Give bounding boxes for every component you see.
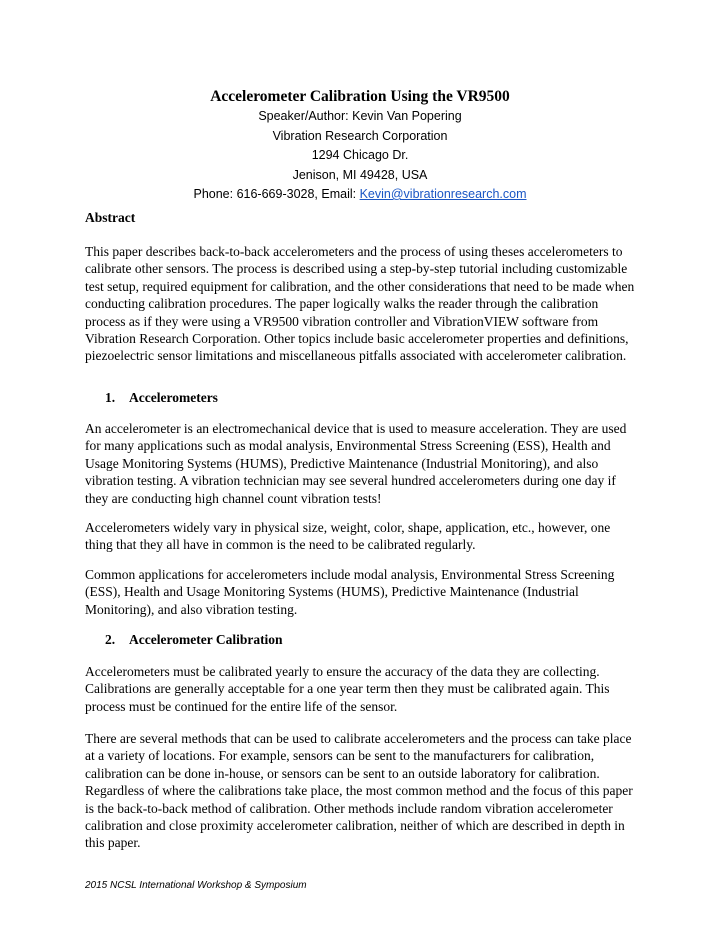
section-1-title: Accelerometers <box>129 390 218 405</box>
section-1-paragraph-3: Common applications for accelerometers include modal analysis, Environmental Stress Screening (ESS), Health and Usage Monitoring Systems (HUMS), Predictive Maintenance (Industrial Monitoring), and also vibration testing. <box>85 567 615 617</box>
section-2-title: Accelerometer Calibration <box>129 632 283 647</box>
paper-title: Accelerometer Calibration Using the VR9500 <box>210 88 510 105</box>
section-1-paragraph-1: An accelerometer is an electromechanical device that is used to measure acceleration. They are used for many applications such as modal analysis, Environmental Stress Screening (ESS), Health and Usage Monitoring Systems (HUMS), Predictive Maintenance (Industrial Monitoring), and also vibration testing. A vibration technician may see several hundred accelerometers during one day if they are conducting high channel count vibration tests! <box>85 421 627 506</box>
section-1-heading <box>105 389 218 406</box>
section-2-paragraph-1: Accelerometers must be calibrated yearly to ensure the accuracy of the data they are collecting. Calibrations are generally acceptable for a one year term then they must be calibrated again. This process must be continued for the entire life of the sensor. <box>85 664 610 714</box>
section-2-number: 2. <box>105 632 116 647</box>
abstract-heading: Abstract <box>85 210 136 225</box>
section-1-paragraph-2: Accelerometers widely vary in physical size, weight, color, shape, application, etc., however, one thing that they all have in common is the need to be calibrated regularly. <box>85 520 611 553</box>
organization-line: Vibration Research Corporation <box>272 128 448 143</box>
street-line: 1294 Chicago Dr. <box>311 148 409 162</box>
speaker-line: Speaker/Author: Kevin Van Popering <box>258 109 462 123</box>
author-block <box>0 107 720 205</box>
city-line: Jenison, MI 49428, USA <box>292 167 428 182</box>
contact-prefix: Phone: 616-669-3028, Email: <box>193 187 360 201</box>
section-2-heading <box>105 631 283 648</box>
section-2-paragraph-2: There are several methods that can be used to calibrate accelerometers and the process can take place at a variety of locations. For example, sensors can be sent to the manufacturers for calibration, calibration can be done in-house, or sensors can be sent to an outside laboratory for calibration. Regardless of where the calibrations take place, the most common method and the focus of this paper is the back-to-back method of calibration. Other methods include random vibration accelerometer calibration and close proximity accelerometer calibration, neither of which are described in depth in this paper. <box>85 731 633 851</box>
email-link[interactable]: Kevin@vibrationresearch.com <box>359 187 527 201</box>
page-footer: 2015 NCSL International Workshop & Symposium <box>85 880 307 891</box>
contact-line <box>0 185 720 205</box>
abstract-text: This paper describes back-to-back accelerometers and the process of using theses accelerometers to calibrate other sensors. The process is described using a step-by-step tutorial including customizable test setup, required equipment for calibration, and the other considerations that need to be made when conducting calibration procedures. The paper logically walks the reader through the calibration process as if they were using a VR9500 vibration controller and VibrationVIEW software from Vibration Research Corporation. Other topics include basic accelerometer properties and definitions, piezoelectric sensor limitations and miscellaneous pitfalls associated with accelerometer calibration. <box>85 244 635 364</box>
section-1-number: 1. <box>105 390 116 405</box>
